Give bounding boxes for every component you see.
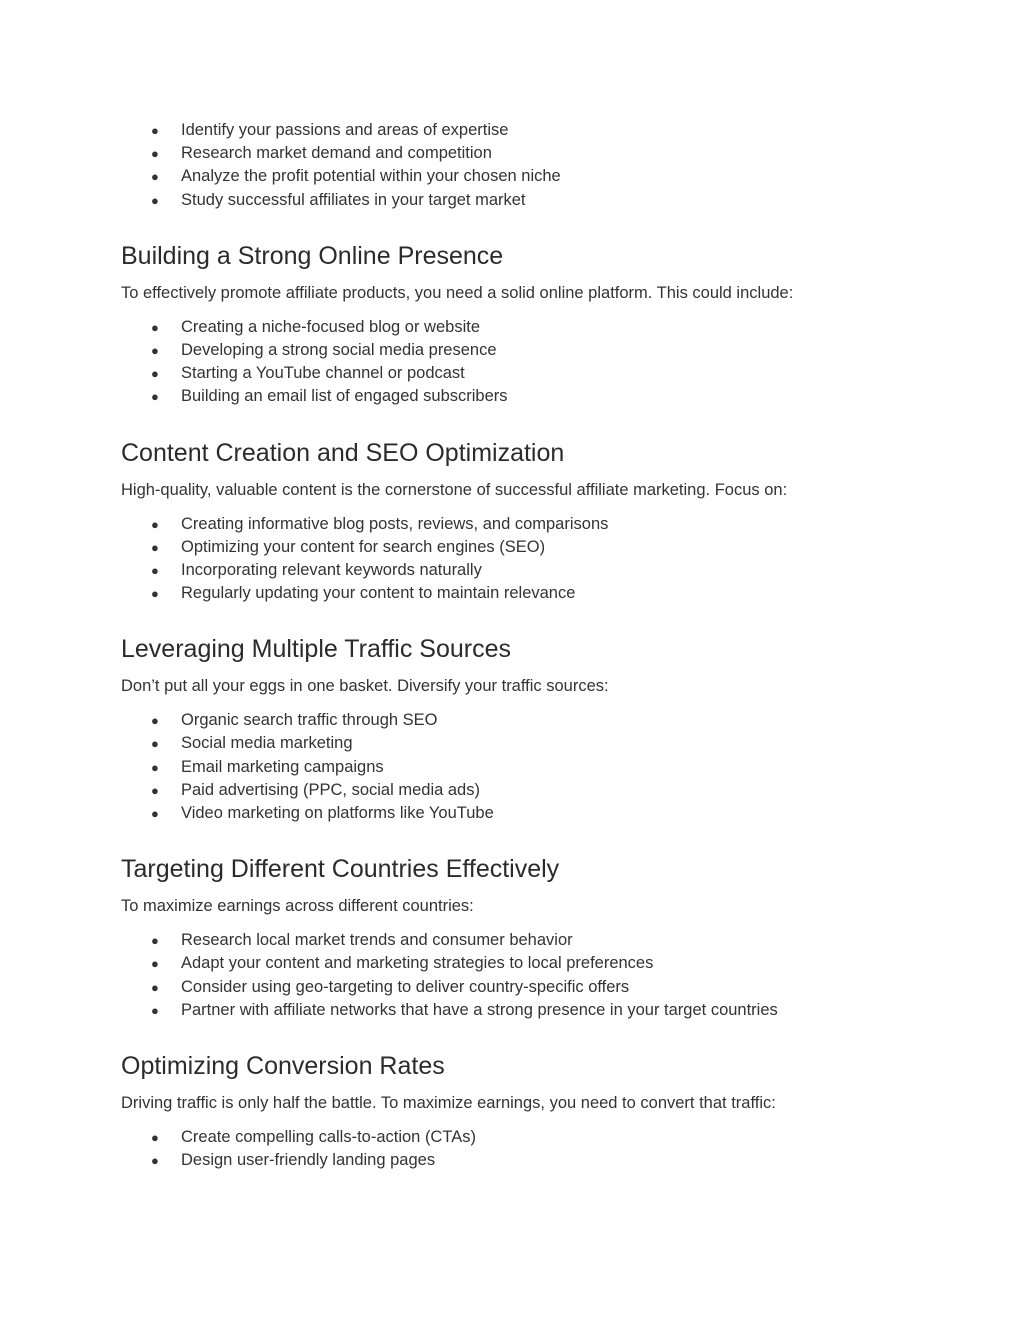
- bullet-icon: ●: [151, 389, 159, 405]
- bullet-icon: ●: [151, 806, 159, 821]
- bullet-icon: ●: [151, 342, 159, 358]
- list-item: [121, 976, 901, 999]
- list-item: [121, 559, 901, 582]
- list-item-text: Adapt your content and marketing strategies to local preferences: [181, 954, 654, 973]
- bullet-icon: ●: [151, 979, 159, 995]
- bullet-icon: ●: [151, 933, 159, 949]
- list-item-text: Consider using geo-targeting to deliver country-specific offers: [181, 977, 630, 996]
- list-item: [121, 316, 901, 339]
- bullet-icon: ●: [151, 169, 159, 185]
- bullet-icon: ●: [151, 539, 159, 555]
- list-item: [121, 339, 901, 362]
- list-item: [121, 756, 901, 779]
- list-item-text: Social media marketing: [181, 734, 353, 753]
- list-item-text: Email marketing campaigns: [181, 757, 384, 776]
- section-intro: High-quality, valuable content is the cornerstone of successful affiliate marketing. Focus on:: [121, 480, 788, 499]
- section-intro: Driving traffic is only half the battle. To maximize earnings, you need to convert that traffic:: [121, 1093, 776, 1112]
- list-item: [121, 189, 901, 212]
- list-item: [121, 513, 901, 536]
- bullet-icon: ●: [151, 516, 159, 532]
- bullet-icon: ●: [151, 713, 159, 729]
- bullet-icon: ●: [151, 192, 159, 208]
- list-item: [121, 1149, 901, 1172]
- list-item: [121, 709, 901, 732]
- list-item: [121, 952, 901, 975]
- bullet-icon: ●: [151, 759, 159, 775]
- bullet-list: [121, 1126, 901, 1172]
- list-item-text: Partner with affiliate networks that have a strong presence in your target countries: [181, 1000, 778, 1019]
- bullet-icon: ●: [151, 319, 159, 335]
- bullet-icon: ●: [151, 366, 159, 382]
- bullet-list: [121, 929, 901, 1022]
- list-item: [121, 142, 901, 165]
- list-item-text: Paid advertising (PPC, social media ads): [181, 780, 480, 799]
- list-item: [121, 536, 901, 559]
- bullet-icon: ●: [151, 146, 159, 162]
- bullet-list: [121, 709, 901, 825]
- list-item: [121, 582, 901, 605]
- list-item: [121, 1126, 901, 1149]
- document-content: [121, 119, 901, 1172]
- bullet-icon: ●: [151, 1153, 159, 1169]
- bullet-icon: ●: [151, 1129, 159, 1145]
- list-item-text: Building an email list of engaged subscribers: [181, 387, 508, 406]
- section-intro: To effectively promote affiliate products, you need a solid online platform. This could include:: [121, 283, 794, 302]
- list-item-text: Video marketing on platforms like YouTube: [181, 804, 494, 822]
- list-item: [121, 385, 901, 408]
- list-item-text: Creating a niche-focused blog or website: [181, 317, 481, 336]
- list-item: [121, 779, 901, 802]
- section-online-presence: [121, 241, 901, 409]
- list-item-text: Study successful affiliates in your target market: [181, 190, 526, 209]
- list-item-text: Research market demand and competition: [181, 144, 492, 163]
- section-intro: Don’t put all your eggs in one basket. Diversify your traffic sources:: [121, 677, 609, 696]
- section-content-seo: [121, 438, 901, 606]
- bullet-icon: ●: [151, 736, 159, 752]
- bullet-list: [121, 513, 901, 606]
- section-heading: Leveraging Multiple Traffic Sources: [121, 635, 512, 664]
- list-item: [121, 999, 901, 1022]
- bullet-icon: ●: [151, 956, 159, 972]
- section-heading: Content Creation and SEO Optimization: [121, 438, 565, 467]
- list-item-text: Identify your passions and areas of expertise: [181, 121, 509, 139]
- bullet-icon: ●: [151, 562, 159, 578]
- list-item-text: Organic search traffic through SEO: [181, 711, 438, 730]
- bullet-icon: ●: [151, 1002, 159, 1018]
- section-traffic-sources: [121, 634, 901, 825]
- list-item: [121, 362, 901, 385]
- section-heading: Optimizing Conversion Rates: [121, 1051, 445, 1080]
- section-intro: To maximize earnings across different countries:: [121, 897, 474, 916]
- list-item-text: Creating informative blog posts, reviews, and comparisons: [181, 514, 609, 533]
- list-item: [121, 165, 901, 188]
- list-item-text: Optimizing your content for search engines (SEO): [181, 537, 546, 556]
- list-item: [121, 119, 901, 142]
- list-item-text: Regularly updating your content to maintain relevance: [181, 584, 576, 603]
- list-item-text: Research local market trends and consumer behavior: [181, 931, 573, 950]
- bullet-icon: ●: [151, 586, 159, 602]
- intro-bullet-list: [121, 119, 901, 212]
- bullet-icon: ●: [151, 123, 159, 138]
- section-conversion-rates: [121, 1051, 901, 1172]
- section-target-countries: [121, 854, 901, 1022]
- bullet-list: [121, 316, 901, 409]
- list-item: [121, 802, 901, 825]
- list-item-text: Starting a YouTube channel or podcast: [181, 364, 465, 383]
- list-item-text: Analyze the profit potential within your chosen niche: [181, 167, 561, 186]
- list-item: [121, 732, 901, 755]
- list-item-text: Incorporating relevant keywords naturally: [181, 560, 482, 579]
- list-item-text: Design user-friendly landing pages: [181, 1151, 436, 1170]
- list-item-text: Developing a strong social media presence: [181, 340, 497, 359]
- list-item-text: Create compelling calls-to-action (CTAs): [181, 1127, 476, 1146]
- list-item: [121, 929, 901, 952]
- bullet-icon: ●: [151, 782, 159, 798]
- section-heading: Building a Strong Online Presence: [121, 241, 504, 270]
- section-heading: Targeting Different Countries Effectively: [121, 855, 560, 884]
